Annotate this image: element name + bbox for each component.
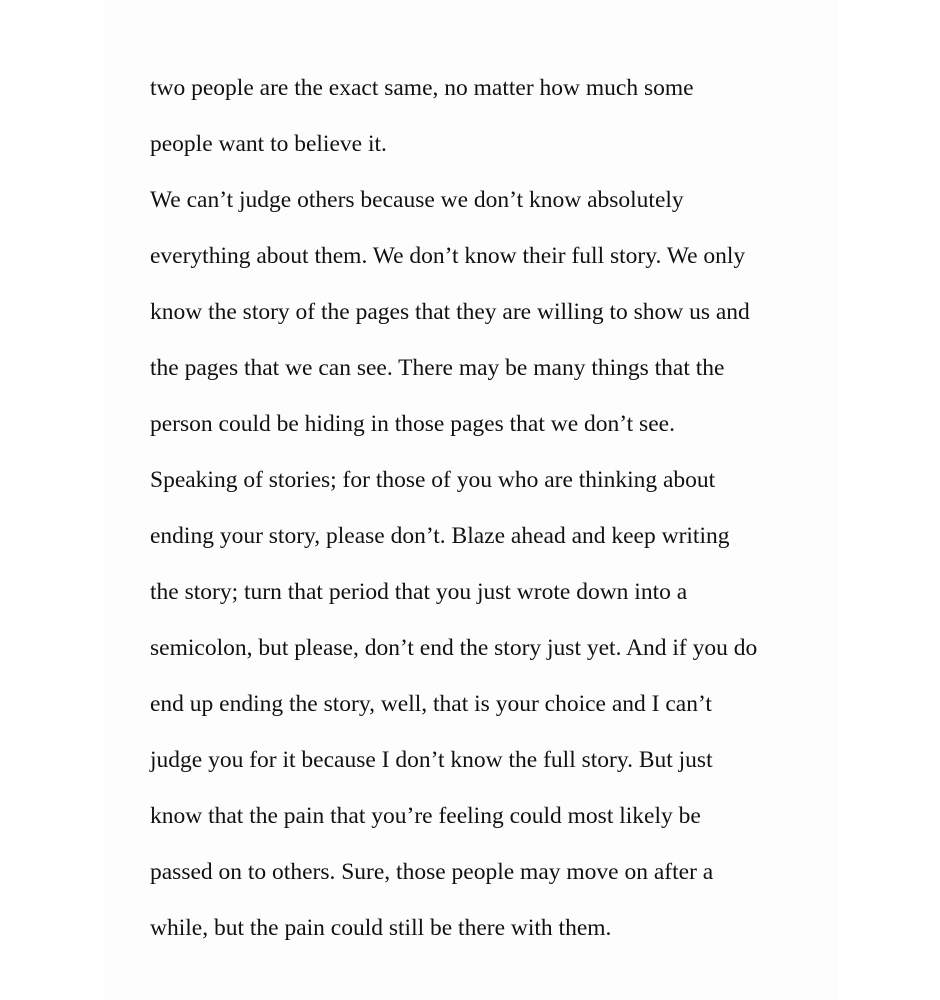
text-line: passed on to others. Sure, those people may move on after a [150, 859, 714, 885]
text-line: know that the pain that you’re feeling could most likely be [150, 803, 701, 829]
text-line: the story; turn that period that you just wrote down into a [150, 579, 688, 605]
text-line: ending your story, please don’t. Blaze ahead and keep writing [150, 523, 730, 549]
text-line: Speaking of stories; for those of you who are thinking about [150, 467, 716, 493]
text-line: semicolon, but please, don’t end the story just yet. And if you do [150, 635, 758, 661]
text-line: know the story of the pages that they are willing to show us and [150, 299, 750, 325]
text-line: people want to believe it. [150, 131, 387, 157]
text-line: person could be hiding in those pages that we don’t see. [150, 411, 675, 437]
text-line: two people are the exact same, no matter how much some [150, 75, 694, 101]
document-body [150, 60, 810, 956]
text-line: We can’t judge others because we don’t know absolutely [150, 187, 684, 213]
text-line: end up ending the story, well, that is your choice and I can’t [150, 691, 712, 717]
text-line: while, but the pain could still be there with them. [150, 915, 612, 941]
text-line: the pages that we can see. There may be many things that the [150, 355, 725, 381]
text-line: everything about them. We don’t know their full story. We only [150, 243, 746, 269]
text-line: judge you for it because I don’t know the full story. But just [150, 747, 713, 773]
